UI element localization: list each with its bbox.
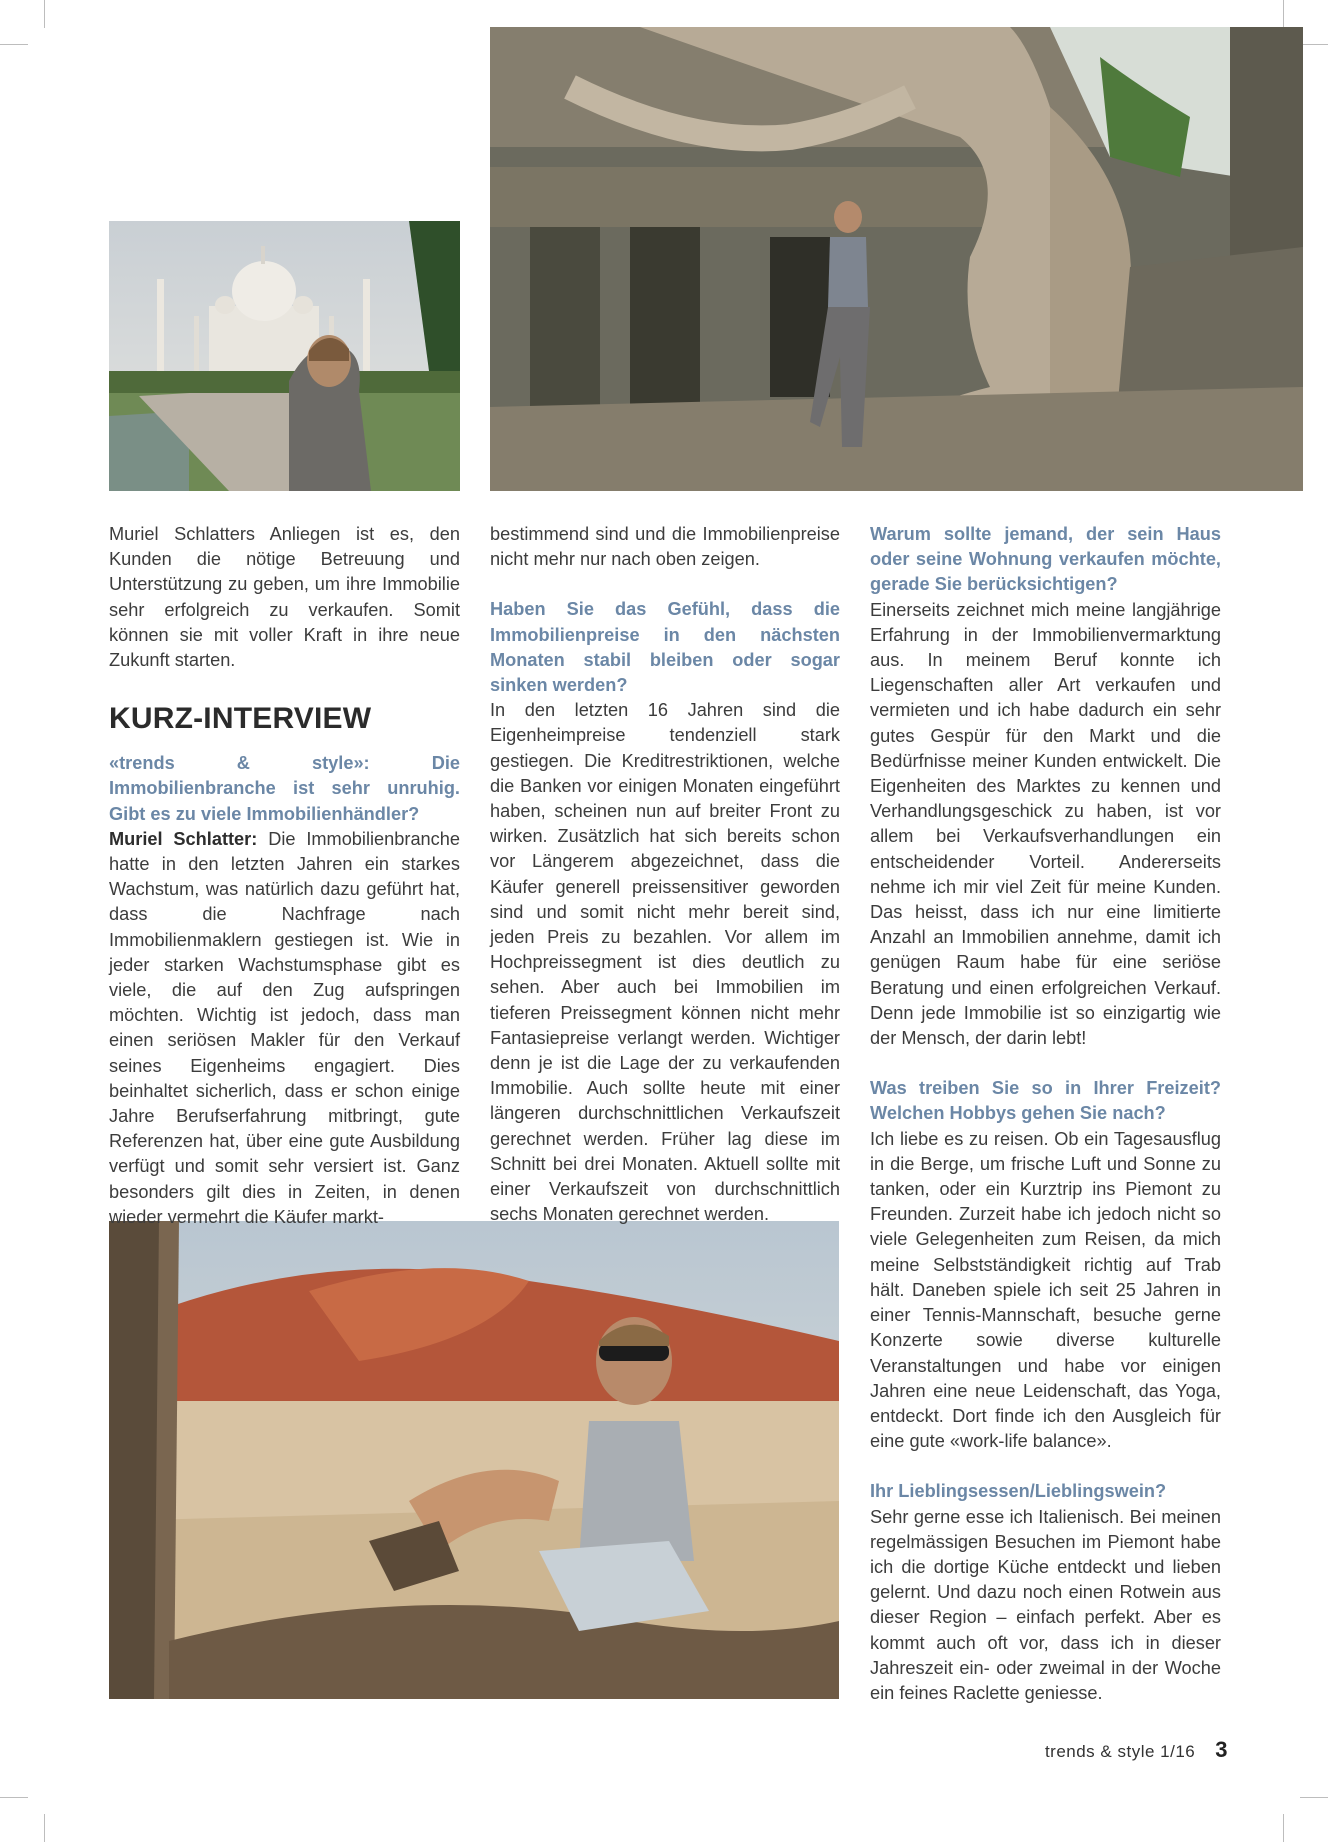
photo-taj-mahal xyxy=(109,221,460,491)
photo-temple-tree xyxy=(490,27,1303,491)
interview-answer-continued: bestimmend sind und die Immobilienpreise nicht mehr nur nach oben zeigen. xyxy=(490,524,840,570)
crop-mark xyxy=(44,1814,45,1842)
crop-mark xyxy=(44,0,45,28)
crop-mark xyxy=(0,44,28,45)
crop-mark xyxy=(1300,44,1328,45)
text-column-3 xyxy=(870,522,1221,1706)
interview-question: «trends & style»: Die Immobilienbranche ist sehr unruhig. Gibt es zu viele Immobilienhändler? xyxy=(109,753,460,824)
intro-paragraph: Muriel Schlatters Anliegen ist es, den Kunden die nötige Betreuung und Unterstützung zu geben, um ihre Immobilie sehr erfolgreich zu verkaufen. Somit können sie mit voller Kraft in ihre neue Zukunft starten. xyxy=(109,524,460,671)
interview-question: Was treiben Sie so in Ihrer Freizeit? Welchen Hobbys gehen Sie nach? xyxy=(870,1078,1221,1124)
interview-answer: In den letzten 16 Jahren sind die Eigenheimpreise tendenziell stark gestiegen. Die Kreditrestriktionen, welche die Banken vor einigen Monaten eingeführt haben, scheinen nun auf breiter Front zu wirken. Zusätzlich hat sich bereits schon vor Längerem abgezeichnet, dass die Käufer generell preissensitiver geworden sind und somit nicht mehr bereit sind, jeden Preis zu bezahlen. Vor allem im Hochpreissegment ist dies deutlich zu sehen. Aber auch bei Immobilien im tieferen Preissegment können nicht mehr Fantasiepreise verlangt werden. Wichtiger denn je ist die Lage der zu verkaufenden Immobilie. Auch sollte heute mit einer längeren durchschnittlichen Verkaufszeit gerechnet werden. Früher lag diese im Schnitt bei drei Monaten. Aktuell sollte mit einer Verkaufszeit von durchschnittlich sechs Monaten gerechnet werden. xyxy=(490,700,840,1225)
speaker-name: Muriel Schlatter: xyxy=(109,828,258,849)
text-column-1 xyxy=(109,522,460,1230)
crop-mark xyxy=(1300,1797,1328,1798)
interview-answer xyxy=(109,827,460,1230)
crop-mark xyxy=(0,1797,28,1798)
text-column-2 xyxy=(490,522,840,1227)
page-number: 3 xyxy=(1215,1737,1228,1762)
section-heading: KURZ-INTERVIEW xyxy=(109,702,372,736)
page-footer xyxy=(1045,1737,1228,1763)
interview-question: Warum sollte jemand, der sein Haus oder seine Wohnung verkaufen möchte, gerade Sie berücksichtigen? xyxy=(870,524,1221,595)
interview-answer: Sehr gerne esse ich Italienisch. Bei meinen regelmässigen Besuchen im Piemont habe ich die dortige Küche entdeckt und lieben gelernt. Und dazu noch einen Rotwein aus dieser Region – einfach perfekt. Aber es kommt auch oft vor, dass ich in dieser Jahreszeit ein- oder zweimal in der Woche ein feines Raclette geniesse. xyxy=(870,1506,1221,1703)
interview-answer: Ich liebe es zu reisen. Ob ein Tagesausflug in die Berge, um frische Luft und Sonne zu tanken, oder ein Kurztrip ins Piemont zu Freunden. Zurzeit habe ich jedoch nicht so viele Gelegenheiten zum Reisen, da mich meine Selbstständigkeit richtig auf Trab hält. Daneben spiele ich seit 25 Jahren in einer Tennis-Mannschaft, besuche gerne Konzerte sowie diverse kulturelle Veranstaltungen und habe vor einigen Jahren eine neue Leidenschaft, das Yoga, entdeckt. Dort finde ich den Ausgleich für eine gute «work-life balance». xyxy=(870,1128,1221,1452)
answer-text: Die Immobilienbranche hatte in den letzten Jahren ein starkes Wachstum, was natürlich dazu geführt hat, dass die Nachfrage nach Immobilienmaklern gestiegen ist. Wie in jeder starken Wachstumsphase gibt es viele, die auf den Zug aufspringen möchten. Wichtig ist jedoch, dass man einen seriösen Makler für den Verkauf seines Eigenheims engagiert. Dies beinhaltet sicherlich, dass er schon einige Jahre Berufserfahrung mitbringt, gute Referenzen hat, über eine gute Ausbildung verfügt und somit sehr versiert ist. Ganz besonders gilt dies in Zeiten, in denen wieder vermehrt die Käufer markt- xyxy=(109,828,460,1227)
crop-mark xyxy=(1283,0,1284,28)
crop-mark xyxy=(1283,1814,1284,1842)
interview-question: Haben Sie das Gefühl, dass die Immobilienpreise in den nächsten Monaten stabil bleiben oder sogar sinken werden? xyxy=(490,599,840,696)
interview-answer: Einerseits zeichnet mich meine langjährige Erfahrung in der Immobilienvermarktung aus. In meinem Beruf konnte ich Liegenschaften aller Art verkaufen und vermieten und ich habe dadurch ein sehr gutes Gespür für den Markt und die Bedürfnisse meiner Kunden entwickelt. Die Eigenheiten des Marktes zu kennen und Verhandlungsgeschick zu haben, ist vor allem bei Verkaufsverhandlungen ein entscheidender Vorteil. Andererseits nehme ich mir viel Zeit für meine Kunden. Das heisst, dass ich nur eine limitierte Anzahl an Immobilien annehme, damit ich genügen Raum habe für eine seriöse Beratung und einen erfolgreichen Verkauf. Denn jede Immobilie ist so einzigartig wie der Mensch, der darin lebt! xyxy=(870,599,1221,1049)
photo-desert xyxy=(109,1221,839,1699)
interview-question: Ihr Lieblingsessen/Lieblingswein? xyxy=(870,1481,1167,1502)
magazine-issue: trends & style 1/16 xyxy=(1044,1742,1196,1761)
